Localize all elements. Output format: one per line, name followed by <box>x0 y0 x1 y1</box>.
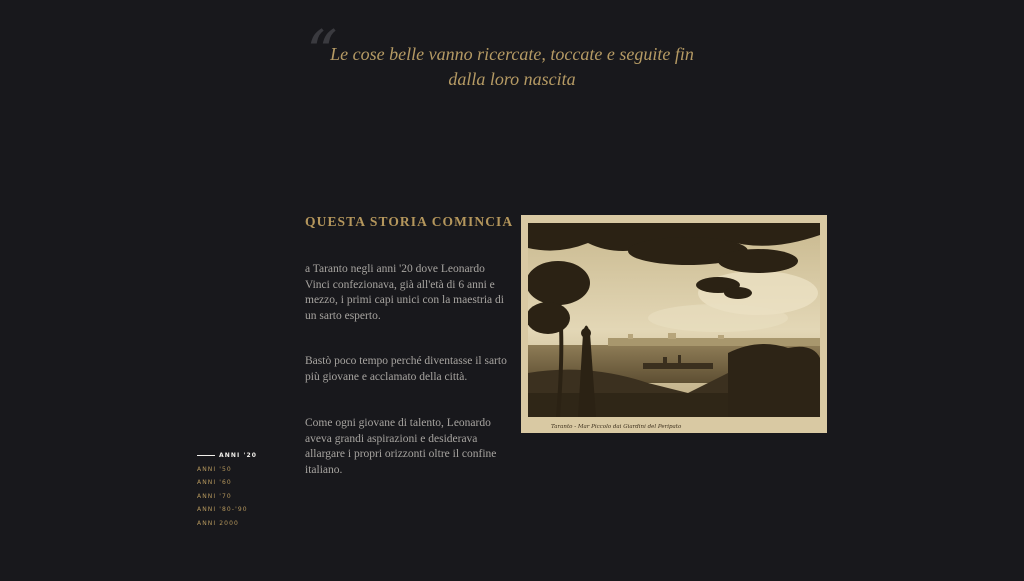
postcard-image <box>528 223 820 417</box>
quote-mark-icon: “ <box>306 16 338 89</box>
hero-quote <box>312 42 712 92</box>
timeline-item-anni-80-90[interactable]: ANNI '80-'90 <box>197 506 248 513</box>
quote-line-2: dalla loro nascita <box>448 69 576 89</box>
decade-timeline-nav <box>197 452 257 533</box>
timeline-item-anni-60[interactable]: ANNI '60 <box>197 479 232 486</box>
vintage-postcard-photo <box>521 215 827 433</box>
timeline-item-anni-50[interactable]: ANNI '50 <box>197 465 232 473</box>
timeline-item-anni-20[interactable]: ANNI '20 <box>197 452 257 466</box>
timeline-item-anni-70[interactable]: ANNI '70 <box>197 492 232 500</box>
quote-line-1: Le cose belle vanno ricercate, toccate e seguite fin <box>330 44 694 64</box>
story-paragraph-2: Bastò poco tempo perché diventasse il sarto più giovane e acclamato della città. <box>305 355 507 383</box>
story-paragraph-1: a Taranto negli anni '20 dove Leonardo Vinci confezionava, già all'età di 6 anni e mezzo, i primi capi unici con la maestria di un sarto esperto. <box>305 263 504 322</box>
story-paragraph-3: Come ogni giovane di talento, Leonardo aveva grandi aspirazioni e desiderava allargare i propri orizzonti oltre il confine italiano. <box>305 417 497 476</box>
timeline-item-anni-2000[interactable]: ANNI 2000 <box>197 519 239 527</box>
active-indicator-line <box>197 455 215 456</box>
postcard-caption: Taranto - Mar Piccolo dai Giardini del Peripato <box>551 424 682 430</box>
story-heading: QUESTA STORIA COMINCIA <box>305 214 514 229</box>
